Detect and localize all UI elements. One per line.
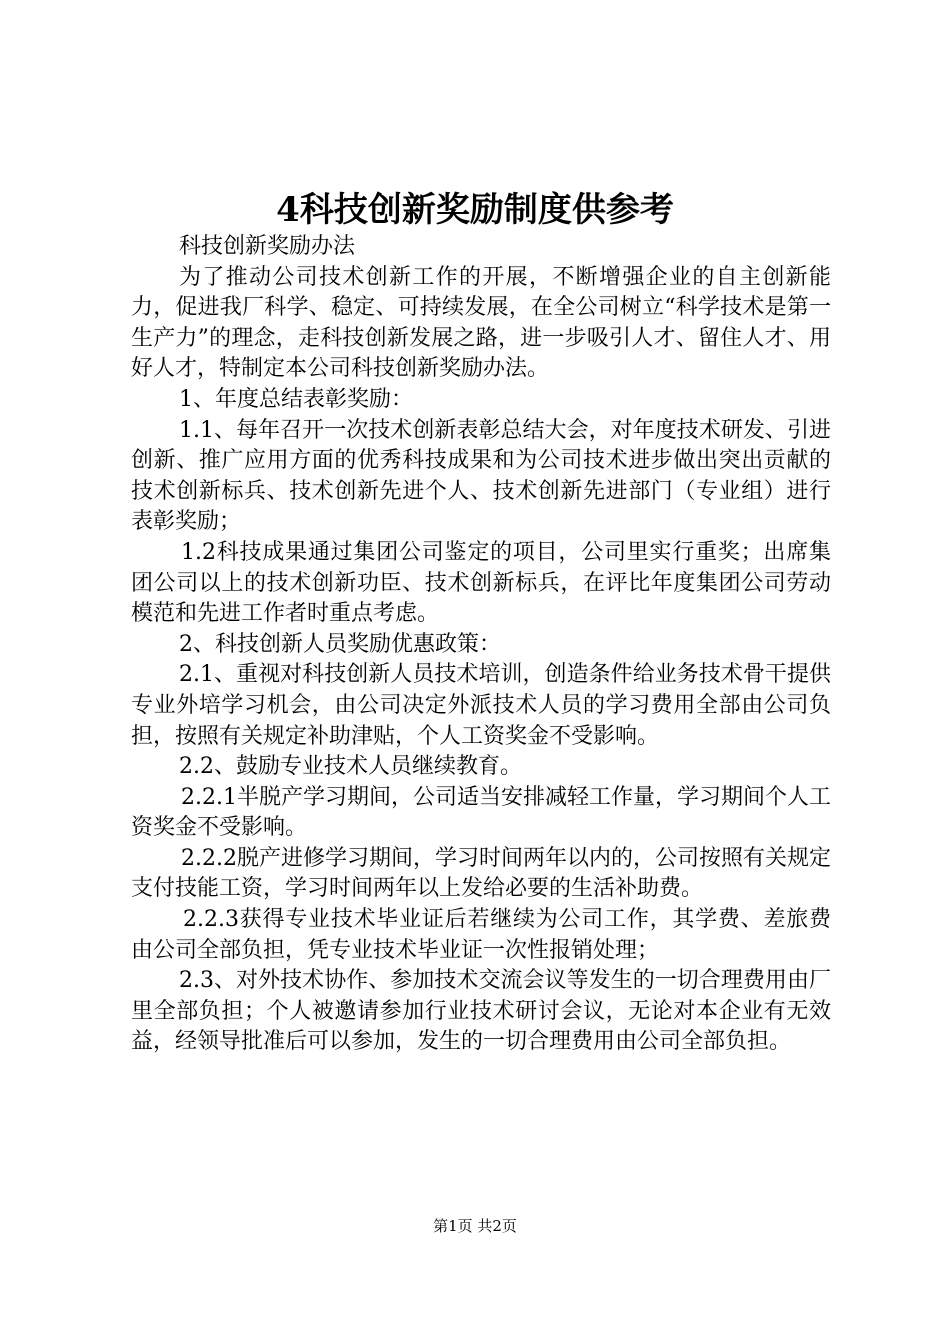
paragraph-2-2-2: 2.2.2脱产进修学习期间，学习时间两年以内的，公司按照有关规定支付技能工资，学习时间两年以上发给必要的生活补助费。 bbox=[131, 845, 831, 902]
paragraph-intro: 为了推动公司技术创新工作的开展，不断增强企业的自主创新能力，促进我厂科学、稳定、可持续发展，在全公司树立“科学技术是第一生产力”的理念，走科技创新发展之路，进一步吸引人才、留住人才、用好人才，特制定本公司科技创新奖励办法。 bbox=[131, 264, 831, 382]
paragraph-2-2-3: 2.2.3获得专业技术毕业证后若继续为公司工作，其学费、差旅费由公司全部负担，凭专业技术毕业证一次性报销处理； bbox=[131, 907, 831, 963]
paragraph-2-2: 2.2、鼓励专业技术人员继续教育。 bbox=[179, 754, 522, 780]
document-title: 4科技创新奖励制度供参考 bbox=[276, 190, 674, 230]
section-2-heading: 2、科技创新人员奖励优惠政策： bbox=[179, 631, 501, 657]
document-body bbox=[131, 232, 831, 1058]
paragraph-1-1: 1.1、每年召开一次技术创新表彰总结大会，对年度技术研发、引进创新、推广应用方面的优秀科技成果和为公司技术进步做出突出贡献的技术创新标兵、技术创新先进个人、技术创新先进部门（专业组）进行表彰奖励； bbox=[131, 417, 831, 535]
section-1-heading: 1、年度总结表彰奖励： bbox=[179, 386, 413, 412]
paragraph-2-3: 2.3、对外技术协作、参加技术交流会议等发生的一切合理费用由厂里全部负担；个人被邀请参加行业技术研讨会议，无论对本企业有无效益，经领导批准后可以参加，发生的一切合理费用由公司全部负担。 bbox=[131, 968, 831, 1055]
page-footer: 第1页 共2页 bbox=[433, 1217, 517, 1235]
paragraph-2-2-1: 2.2.1半脱产学习期间，公司适当安排减轻工作量，学习期间个人工资奖金不受影响。 bbox=[131, 784, 831, 841]
paragraph-1-2: 1.2科技成果通过集团公司鉴定的项目，公司里实行重奖；出席集团公司以上的技术创新功臣、技术创新标兵，在评比年度集团公司劳动模范和先进工作者时重点考虑。 bbox=[131, 539, 831, 627]
paragraph-heading: 科技创新奖励办法 bbox=[179, 234, 356, 259]
paragraph-2-1: 2.1、重视对科技创新人员技术培训，创造条件给业务技术骨干提供专业外培学习机会，由公司决定外派技术人员的学习费用全部由公司负担，按照有关规定补助津贴，个人工资奖金不受影响。 bbox=[131, 662, 831, 749]
